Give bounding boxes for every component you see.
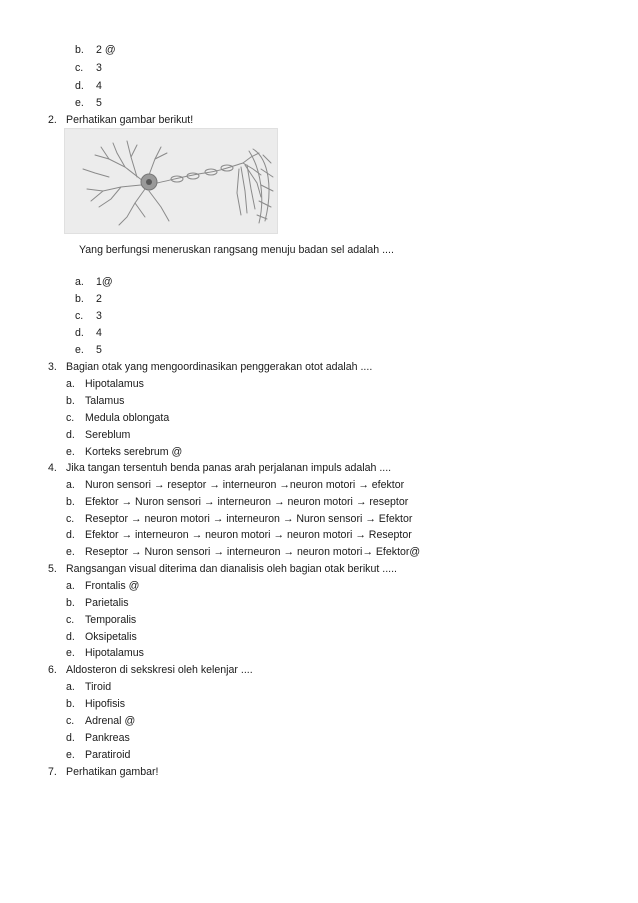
option-text: Reseptor → neuron motori → interneuron → Nuron sensori → Efektor <box>85 513 413 525</box>
option-text: Nuron sensori → reseptor → interneuron →neuron motori → efektor <box>85 479 405 491</box>
option-letter: e. <box>66 546 75 558</box>
option-text: Medula oblongata <box>85 412 170 424</box>
option-letter: d. <box>66 529 75 541</box>
option-letter: b. <box>66 597 75 609</box>
question-number: 5. <box>48 563 57 575</box>
option-text: 3 <box>96 310 102 322</box>
prev-option-text: 5 <box>96 97 102 109</box>
option-text: Hipofisis <box>85 698 126 710</box>
question-number: 7. <box>48 766 57 778</box>
option-letter: e. <box>66 446 75 458</box>
neuron-figure <box>64 128 278 234</box>
option-letter: c. <box>75 310 84 322</box>
option-letter: d. <box>66 429 75 441</box>
option-text: Tiroid <box>85 681 112 693</box>
prev-option-letter: e. <box>75 97 84 109</box>
option-letter: d. <box>66 732 75 744</box>
option-text: Paratiroid <box>85 749 131 761</box>
question-text: Perhatikan gambar! <box>66 766 159 778</box>
option-letter: e. <box>75 344 84 356</box>
option-text: Korteks serebrum @ <box>85 446 183 458</box>
figure-caption: Yang berfungsi meneruskan rangsang menuju badan sel adalah .... <box>79 244 394 256</box>
question-text: Aldosteron di sekskresi oleh kelenjar .... <box>66 664 253 676</box>
option-letter: a. <box>66 378 75 390</box>
option-text: Parietalis <box>85 597 129 609</box>
option-text: Efektor → Nuron sensori → interneuron → neuron motori → reseptor <box>85 496 409 508</box>
option-text: 4 <box>96 327 102 339</box>
question-text: Perhatikan gambar berikut! <box>66 114 194 126</box>
option-letter: c. <box>66 715 75 727</box>
question-number: 4. <box>48 462 57 474</box>
question-number: 6. <box>48 664 57 676</box>
prev-option-text: 2 @ <box>96 44 116 56</box>
option-text: Oksipetalis <box>85 631 137 643</box>
option-text: Frontalis @ <box>85 580 140 592</box>
option-letter: d. <box>66 631 75 643</box>
prev-option-text: 3 <box>96 62 102 74</box>
prev-option-letter: c. <box>75 62 84 74</box>
neuron-drawing <box>65 129 277 233</box>
option-letter: a. <box>75 276 84 288</box>
option-letter: b. <box>66 395 75 407</box>
option-text: Reseptor → Nuron sensori → interneuron → neuron motori→ Efektor@ <box>85 546 421 558</box>
option-text: Hipotalamus <box>85 378 144 390</box>
option-text: Talamus <box>85 395 125 407</box>
option-letter: c. <box>66 412 75 424</box>
option-text: Adrenal @ <box>85 715 136 727</box>
question-text: Bagian otak yang mengoordinasikan penggerakan otot adalah .... <box>66 361 373 373</box>
option-text: Hipotalamus <box>85 647 144 659</box>
question-text: Rangsangan visual diterima dan dianalisis oleh bagian otak berikut ..... <box>66 563 397 575</box>
option-letter: a. <box>66 580 75 592</box>
option-letter: e. <box>66 749 75 761</box>
question-number: 2. <box>48 114 57 126</box>
option-letter: c. <box>66 614 75 626</box>
question-text: Jika tangan tersentuh benda panas arah perjalanan impuls adalah .... <box>66 462 392 474</box>
option-letter: c. <box>66 513 75 525</box>
option-letter: b. <box>75 293 84 305</box>
option-text: Pankreas <box>85 732 130 744</box>
option-text: 1@ <box>96 276 113 288</box>
prev-option-letter: b. <box>75 44 84 56</box>
option-text: Efektor → interneuron → neuron motori → neuron motori → Reseptor <box>85 529 412 541</box>
option-letter: b. <box>66 698 75 710</box>
option-text: 5 <box>96 344 102 356</box>
option-letter: b. <box>66 496 75 508</box>
question-number: 3. <box>48 361 57 373</box>
option-text: Sereblum <box>85 429 131 441</box>
option-letter: a. <box>66 479 75 491</box>
option-letter: d. <box>75 327 84 339</box>
option-text: Temporalis <box>85 614 137 626</box>
option-letter: e. <box>66 647 75 659</box>
option-text: 2 <box>96 293 102 305</box>
prev-option-letter: d. <box>75 80 84 92</box>
prev-option-text: 4 <box>96 80 102 92</box>
option-letter: a. <box>66 681 75 693</box>
